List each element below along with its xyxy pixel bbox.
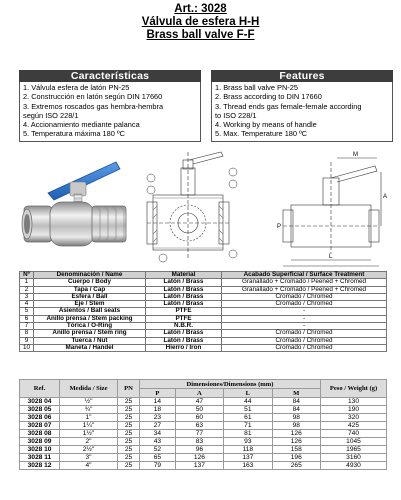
cell-a: 50 xyxy=(175,406,223,414)
cell-a: 126 xyxy=(175,454,223,462)
cell-l: 61 xyxy=(224,414,272,422)
features-spanish xyxy=(19,70,201,142)
feature-item: 4. Accionamiento mediante palanca xyxy=(23,120,140,130)
cell-weight: 740 xyxy=(321,430,387,438)
features-spanish-title: Características xyxy=(19,70,201,82)
cell-ref: 3028 09 xyxy=(20,438,60,446)
table-row xyxy=(20,430,387,438)
cell-weight: 4930 xyxy=(321,462,387,470)
cell-l: 163 xyxy=(224,462,272,470)
cell-a: 77 xyxy=(175,430,223,438)
cell-m: 126 xyxy=(272,438,320,446)
col-pn: PN xyxy=(118,380,140,398)
english-title: Brass ball valve F-F xyxy=(146,29,255,41)
cell-l: 93 xyxy=(224,438,272,446)
cell-weight: 3160 xyxy=(321,454,387,462)
cell-size: 2½" xyxy=(60,446,118,454)
col-size: Medida / Size xyxy=(60,380,118,398)
cell-treatment: - xyxy=(222,315,387,322)
cell-pn: 25 xyxy=(118,414,140,422)
cell-material: Latón / Brass xyxy=(146,286,222,293)
dimension-label-p: P xyxy=(277,224,282,230)
cell-size: 4" xyxy=(60,462,118,470)
dimension-label-m: M xyxy=(353,152,358,158)
cell-pn: 25 xyxy=(118,406,140,414)
dimension-label-a: A xyxy=(383,194,388,200)
article-number: Art.: 3028 xyxy=(174,3,227,15)
cell-name: Tórica / O-Ring xyxy=(34,323,146,330)
cell-a: 83 xyxy=(175,438,223,446)
cell-name: Maneta / Handel xyxy=(34,344,146,351)
cell-name: Tapa / Cap xyxy=(34,286,146,293)
valve-photo xyxy=(18,150,138,265)
cell-number: 5 xyxy=(20,308,34,315)
cell-treatment: Cromado / Chromed xyxy=(222,344,387,351)
dimension-drawing xyxy=(283,158,381,266)
cell-material: Latón / Brass xyxy=(146,293,222,300)
cell-material: Latón / Brass xyxy=(146,330,222,337)
cell-name: Tuerca / Nut xyxy=(34,337,146,344)
cell-size: 3" xyxy=(60,454,118,462)
cell-l: 44 xyxy=(224,398,272,406)
feature-item: 3. Extremos roscados gas hembra-hembra xyxy=(23,101,164,111)
table-row xyxy=(20,446,387,454)
cell-m: 265 xyxy=(272,462,320,470)
col-l: L xyxy=(224,389,272,398)
cell-p: 23 xyxy=(140,414,176,422)
feature-item: según ISO 228/1 xyxy=(23,110,79,120)
cell-ref: 3028 07 xyxy=(20,422,60,430)
cell-p: 65 xyxy=(140,454,176,462)
cell-material: Hierro / Iron xyxy=(146,344,222,351)
col-material: Material xyxy=(146,272,222,279)
cell-number: 9 xyxy=(20,337,34,344)
cell-l: 81 xyxy=(224,430,272,438)
cell-treatment: Granallado + Cromado / Peened + Chromed xyxy=(222,279,387,286)
cell-number: 3 xyxy=(20,293,34,300)
cell-p: 52 xyxy=(140,446,176,454)
cell-treatment: Cromado / Chromed xyxy=(222,330,387,337)
cell-treatment: Cromado / Chromed xyxy=(222,293,387,300)
cell-p: 34 xyxy=(140,430,176,438)
cell-m: 126 xyxy=(272,430,320,438)
cell-ref: 3028 10 xyxy=(20,446,60,454)
cell-m: 84 xyxy=(272,398,320,406)
feature-item: 1. Brass ball valve PN-25 xyxy=(215,83,298,92)
table-row xyxy=(20,438,387,446)
cell-pn: 25 xyxy=(118,398,140,406)
spanish-title: Válvula de esfera H-H xyxy=(141,16,260,28)
cell-ref: 3028 08 xyxy=(20,430,60,438)
cell-m: 84 xyxy=(272,406,320,414)
cell-l: 118 xyxy=(224,446,272,454)
cell-p: 18 xyxy=(140,406,176,414)
cell-size: 1½" xyxy=(60,430,118,438)
table-row xyxy=(20,406,387,414)
feature-item: 2. Brass according to DIN 17660 xyxy=(215,92,322,102)
cell-name: Anillo prensa / Stem ring xyxy=(34,330,146,337)
cell-weight: 425 xyxy=(321,422,387,430)
cell-name: Cuerpo / Body xyxy=(34,279,146,286)
cell-treatment: Cromado / Chromed xyxy=(222,337,387,344)
cell-number: 6 xyxy=(20,315,34,322)
cell-material: Latón / Brass xyxy=(146,279,222,286)
cell-size: 1" xyxy=(60,414,118,422)
table-row xyxy=(20,279,387,286)
cell-p: 27 xyxy=(140,422,176,430)
cross-section-drawing xyxy=(147,152,229,258)
cell-p: 14 xyxy=(140,398,176,406)
cell-ref: 3028 06 xyxy=(20,414,60,422)
cell-size: 2" xyxy=(60,438,118,446)
col-weight: Peso / Weight (g) xyxy=(321,380,387,398)
cell-number: 4 xyxy=(20,301,34,308)
dimensions-header-row xyxy=(20,380,387,389)
cell-size: ½" xyxy=(60,398,118,406)
col-name: Denominación / Name xyxy=(34,272,146,279)
cell-treatment: - xyxy=(222,308,387,315)
cell-number: 8 xyxy=(20,330,34,337)
cell-material: Latón / Brass xyxy=(146,337,222,344)
col-a: A xyxy=(175,389,223,398)
features-spanish-list xyxy=(19,82,201,142)
cell-m: 98 xyxy=(272,422,320,430)
cell-weight: 1045 xyxy=(321,438,387,446)
cell-m: 98 xyxy=(272,414,320,422)
table-row xyxy=(20,344,387,351)
col-ref: Ref. xyxy=(20,380,60,398)
table-row xyxy=(20,462,387,470)
cell-ref: 3028 04 xyxy=(20,398,60,406)
header xyxy=(0,0,401,42)
col-p: P xyxy=(140,389,176,398)
cell-number: 7 xyxy=(20,323,34,330)
table-row xyxy=(20,422,387,430)
table-row xyxy=(20,414,387,422)
cell-weight: 1965 xyxy=(321,446,387,454)
cell-p: 43 xyxy=(140,438,176,446)
cell-a: 47 xyxy=(175,398,223,406)
cell-size: ¾" xyxy=(60,406,118,414)
feature-item: to ISO 228/1 xyxy=(215,110,257,120)
cell-a: 96 xyxy=(175,446,223,454)
cell-number: 1 xyxy=(20,279,34,286)
cell-treatment: Granallado + Cromado / Peened + Chromed xyxy=(222,286,387,293)
cell-material: Latón / Brass xyxy=(146,301,222,308)
feature-item: 5. Temperatura máxima 180 ºC xyxy=(23,129,125,139)
cell-l: 51 xyxy=(224,406,272,414)
cell-pn: 25 xyxy=(118,462,140,470)
materials-table xyxy=(19,271,387,352)
col-dimensions: Dimensiones/Dimensions (mm) xyxy=(140,380,321,389)
feature-item: 3. Thread ends gas female-female according xyxy=(215,101,362,111)
cell-material: PTFE xyxy=(146,315,222,322)
cell-number: 10 xyxy=(20,344,34,351)
cell-p: 79 xyxy=(140,462,176,470)
col-surface-treatment: Acabado Superficial / Surface Treatment xyxy=(222,272,387,279)
cell-a: 60 xyxy=(175,414,223,422)
features-english xyxy=(211,70,393,142)
cell-pn: 25 xyxy=(118,454,140,462)
cell-ref: 3028 11 xyxy=(20,454,60,462)
dimension-label-l: L xyxy=(329,254,333,260)
cell-a: 137 xyxy=(175,462,223,470)
features-english-title: Features xyxy=(211,70,393,82)
cell-material: PTFE xyxy=(146,308,222,315)
cell-name: Asientos / Ball seats xyxy=(34,308,146,315)
cell-weight: 320 xyxy=(321,414,387,422)
col-number: Nº xyxy=(20,272,34,279)
cell-material: N.B.R. xyxy=(146,323,222,330)
cell-number: 2 xyxy=(20,286,34,293)
cell-name: Eje / Stem xyxy=(34,301,146,308)
cell-name: Anillo prensa / Stem packing xyxy=(34,315,146,322)
dimensions-table xyxy=(19,379,387,470)
cell-weight: 130 xyxy=(321,398,387,406)
cell-l: 71 xyxy=(224,422,272,430)
col-m: M xyxy=(272,389,320,398)
cell-treatment: - xyxy=(222,323,387,330)
cell-size: 1¼" xyxy=(60,422,118,430)
cell-pn: 25 xyxy=(118,430,140,438)
feature-item: 2. Construcción en latón según DIN 17660 xyxy=(23,92,163,102)
cell-ref: 3028 12 xyxy=(20,462,60,470)
cell-pn: 25 xyxy=(118,422,140,430)
feature-item: 4. Working by means of handle xyxy=(215,120,317,130)
cell-pn: 25 xyxy=(118,446,140,454)
feature-item: 1. Válvula esfera de latón PN-25 xyxy=(23,83,130,92)
cell-weight: 190 xyxy=(321,406,387,414)
cell-m: 196 xyxy=(272,454,320,462)
cell-name: Esfera / Ball xyxy=(34,293,146,300)
cell-ref: 3028 05 xyxy=(20,406,60,414)
cell-m: 158 xyxy=(272,446,320,454)
cell-a: 63 xyxy=(175,422,223,430)
cell-treatment: Cromado / Chromed xyxy=(222,301,387,308)
feature-item: 5. Max. Temperature 180 ºC xyxy=(215,129,308,139)
cell-l: 137 xyxy=(224,454,272,462)
technical-drawings xyxy=(143,150,388,268)
table-row xyxy=(20,398,387,406)
cell-pn: 25 xyxy=(118,438,140,446)
table-row xyxy=(20,454,387,462)
features-english-list xyxy=(211,82,393,142)
